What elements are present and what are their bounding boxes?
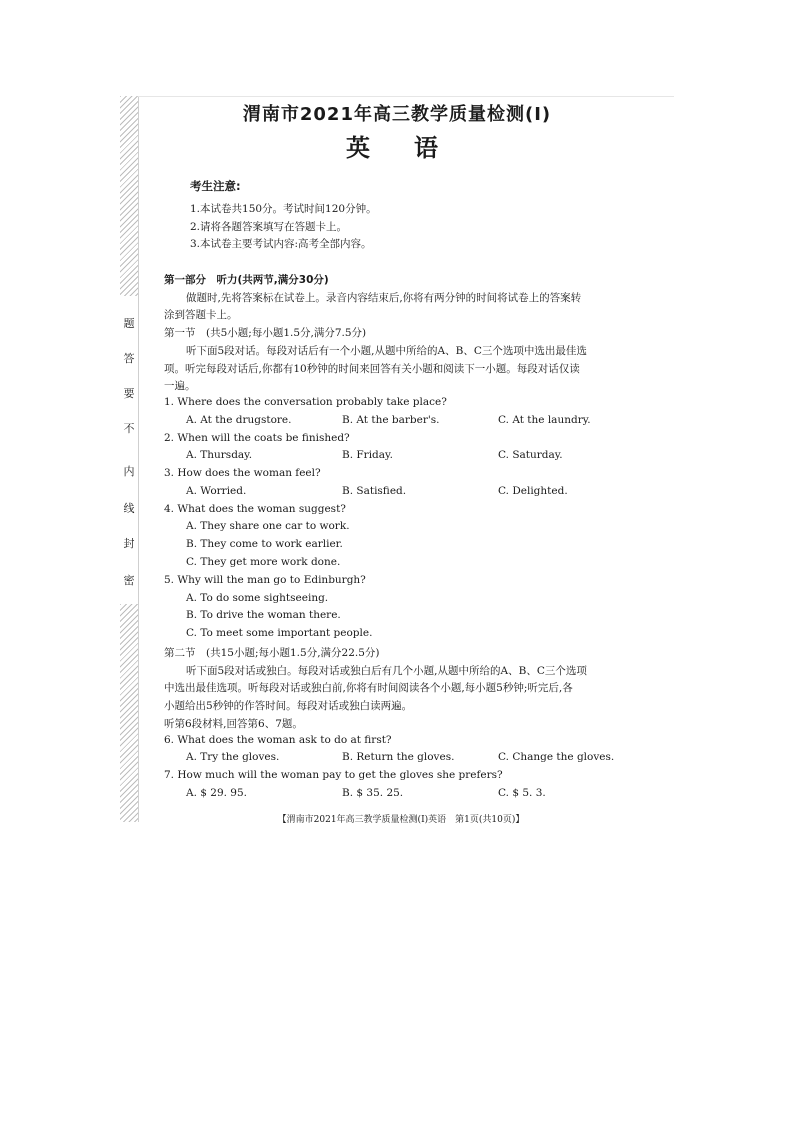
option-c: C. They get more work done. [186,556,341,568]
option-a: A. At the drugstore. [186,414,292,426]
option-b: B. They come to work earlier. [186,538,343,550]
binding-line [138,96,139,822]
seal-char: 不 [123,422,135,435]
exam-title: 渭南市2021年高三教学质量检测(Ⅰ) [242,104,552,125]
question-stem: 3. How does the woman feel? [164,467,321,479]
seal-char: 要 [123,387,135,400]
option-b: B. At the barber's. [342,414,440,426]
section2-intro-line: 小题给出5秒钟的作答时间。每段对话或独白读两遍。 [164,700,413,712]
seal-char: 线 [123,502,135,515]
option-b: B. Return the gloves. [342,751,455,763]
section2-heading: 第二节 (共15小题;每小题1.5分,满分22.5分) [164,647,380,659]
seal-char: 答 [123,352,135,365]
option-c: C. At the laundry. [498,414,591,426]
seal-char: 密 [123,574,135,587]
option-b: B. Friday. [342,449,393,461]
section2-intro-line: 中选出最佳选项。听每段对话或独白前,你将有时间阅读各个小题,每小题5秒钟;听完后,各 [164,682,573,694]
section1-intro-line: 项。听完每段对话后,你都有10秒钟的时间来回答有关小题和阅读下一小题。每段对话仅读 [164,363,580,375]
option-b: B. $ 35. 25. [342,787,404,799]
binding-hatch-bottom [120,604,138,822]
binding-hatch-top [120,96,138,296]
part1-intro-line: 做题时,先将答案标在试卷上。录音内容结束后,你将有两分钟的时间将试卷上的答案转 [186,292,582,304]
option-a: A. They share one car to work. [186,520,350,532]
section1-heading: 第一节 (共5小题;每小题1.5分,满分7.5分) [164,327,367,339]
option-a: A. $ 29. 95. [186,787,248,799]
option-a: A. Thursday. [186,449,253,461]
material-note: 听第6段材料,回答第6、7题。 [164,718,303,730]
notice-heading: 考生注意: [190,179,241,193]
option-b: B. Satisfied. [342,485,407,497]
part1-intro-line: 涂到答题卡上。 [164,309,238,321]
header-rule [138,96,674,97]
question-stem: 6. What does the woman ask to do at first? [164,734,392,746]
option-a: A. To do some sightseeing. [186,592,329,604]
option-c: C. Delighted. [498,485,568,497]
option-b: B. To drive the woman there. [186,609,341,621]
option-a: A. Try the gloves. [186,751,280,763]
section2-intro-line: 听下面5段对话或独白。每段对话或独白后有几个小题,从题中所给的A、B、C三个选项 [186,665,587,677]
section1-intro-line: 听下面5段对话。每段对话后有一个小题,从题中所给的A、B、C三个选项中选出最佳选 [186,345,587,357]
seal-char: 内 [123,465,135,478]
seal-char: 题 [123,317,135,330]
section1-intro-line: 一遍。 [164,380,196,392]
option-a: A. Worried. [186,485,247,497]
subject-title: 英语 [346,134,482,162]
option-c: C. To meet some important people. [186,627,373,639]
notice-item: 2.请将各题答案填写在答题卡上。 [190,221,348,233]
option-c: C. Saturday. [498,449,563,461]
question-stem: 2. When will the coats be finished? [164,432,350,444]
option-c: C. Change the gloves. [498,751,615,763]
notice-item: 3.本试卷主要考试内容:高考全部内容。 [190,238,372,250]
page-footer: 【渭南市2021年高三教学质量检测(Ⅰ)英语 第1页(共10页)】 [277,815,525,825]
notice-item: 1.本试卷共150分。考试时间120分钟。 [190,203,377,215]
question-stem: 5. Why will the man go to Edinburgh? [164,574,366,586]
question-stem: 4. What does the woman suggest? [164,503,346,515]
question-stem: 7. How much will the woman pay to get the gloves she prefers? [164,769,503,781]
question-stem: 1. Where does the conversation probably take place? [164,396,447,408]
option-c: C. $ 5. 3. [498,787,546,799]
part1-heading: 第一部分 听力(共两节,满分30分) [164,274,329,286]
seal-char: 封 [123,537,135,550]
